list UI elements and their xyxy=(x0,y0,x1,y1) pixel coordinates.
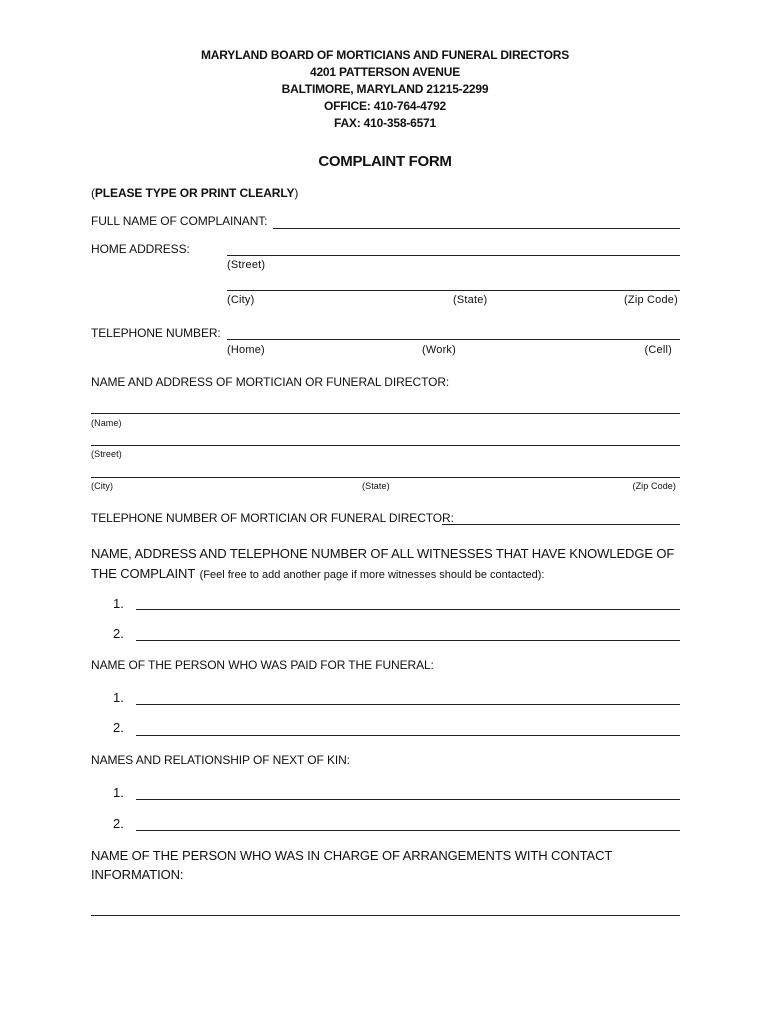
witness-1-field[interactable] xyxy=(136,593,680,610)
mortician-heading: NAME AND ADDRESS OF MORTICIAN OR FUNERAL DIRECTOR: xyxy=(91,375,450,389)
board-office-phone: OFFICE: 410-764-4792 xyxy=(323,99,447,113)
home-street-caption: (Street) xyxy=(227,259,266,271)
paid-person-item-2-number: 2. xyxy=(113,720,124,735)
next-of-kin-heading: NAMES AND RELATIONSHIP OF NEXT OF KIN: xyxy=(91,753,350,767)
paid-person-item-1-number: 1. xyxy=(113,690,124,705)
board-address-line1: 4201 PATTERSON AVENUE xyxy=(309,65,461,79)
home-city-state-zip-field[interactable] xyxy=(227,274,680,291)
mortician-telephone-label: TELEPHONE NUMBER OF MORTICIAN OR FUNERAL DIRECTOR: xyxy=(91,511,454,525)
mortician-street-caption: (Street) xyxy=(91,449,122,459)
next-of-kin-1-field[interactable] xyxy=(136,783,680,800)
board-fax: FAX: 410-358-6571 xyxy=(334,116,436,130)
complainant-telephone-label: TELEPHONE NUMBER: xyxy=(91,326,221,340)
telephone-home-caption: (Home) xyxy=(227,344,265,356)
complainant-name-label: FULL NAME OF COMPLAINANT: xyxy=(91,214,268,228)
paid-person-2-field[interactable] xyxy=(136,719,680,736)
witness-item-1-number: 1. xyxy=(113,596,124,611)
mortician-city-state-zip-field[interactable] xyxy=(91,461,680,478)
next-of-kin-item-1-number: 1. xyxy=(113,785,124,800)
mortician-name-field[interactable] xyxy=(91,397,680,414)
witness-2-field[interactable] xyxy=(136,624,680,641)
form-instruction: (PLEASE TYPE OR PRINT CLEARLY) xyxy=(91,186,299,200)
mortician-city-caption: (City) xyxy=(91,481,114,491)
board-name: MARYLAND BOARD OF MORTICIANS AND FUNERAL DIRECTORS xyxy=(201,48,569,62)
form-title: COMPLAINT FORM xyxy=(318,153,452,170)
mortician-street-field[interactable] xyxy=(91,429,680,446)
witnesses-note: (Feel free to add another page if more witnesses should be contacted): xyxy=(199,569,545,581)
next-of-kin-item-2-number: 2. xyxy=(113,816,124,831)
home-city-caption: (City) xyxy=(227,294,255,306)
next-of-kin-2-field[interactable] xyxy=(136,814,680,831)
home-address-label: HOME ADDRESS: xyxy=(91,242,190,256)
mortician-name-caption: (Name) xyxy=(91,418,122,428)
paid-person-heading: NAME OF THE PERSON WHO WAS PAID FOR THE FUNERAL: xyxy=(91,658,434,672)
mortician-zip-caption: (Zip Code) xyxy=(632,481,676,491)
arrangements-heading-line2: INFORMATION: xyxy=(91,867,184,882)
mortician-telephone-field[interactable] xyxy=(442,508,680,525)
telephone-cell-caption: (Cell) xyxy=(644,344,672,356)
board-address-line2: BALTIMORE, MARYLAND 21215-2299 xyxy=(281,82,489,96)
home-zip-caption: (Zip Code) xyxy=(624,294,678,306)
arrangements-field[interactable] xyxy=(91,899,680,916)
telephone-work-caption: (Work) xyxy=(422,344,456,356)
mortician-state-caption: (State) xyxy=(362,481,390,491)
arrangements-heading-line1: NAME OF THE PERSON WHO WAS IN CHARGE OF ARRANGEMENTS WITH CONTACT xyxy=(91,848,613,863)
complainant-name-field[interactable] xyxy=(273,212,680,229)
home-street-field[interactable] xyxy=(227,239,680,256)
witnesses-heading-line1: NAME, ADDRESS AND TELEPHONE NUMBER OF ALL WITNESSES THAT HAVE KNOWLEDGE OF xyxy=(91,546,675,561)
witnesses-heading-line2: THE COMPLAINT (Feel free to add another page if more witnesses should be contacted): xyxy=(91,566,545,581)
witness-item-2-number: 2. xyxy=(113,626,124,641)
paid-person-1-field[interactable] xyxy=(136,688,680,705)
home-state-caption: (State) xyxy=(453,294,488,306)
complainant-telephone-field[interactable] xyxy=(227,323,680,340)
